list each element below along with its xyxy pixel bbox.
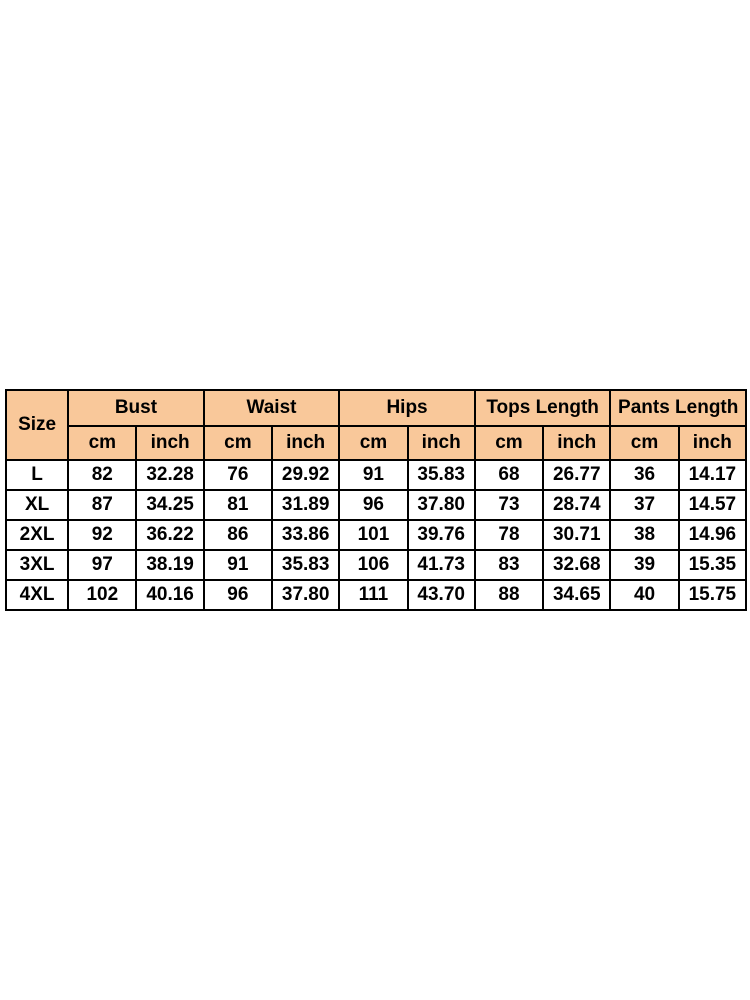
value-cell: 83	[475, 550, 543, 580]
size-cell: 4XL	[6, 580, 68, 610]
value-cell: 92	[68, 520, 136, 550]
unit-header: inch	[679, 426, 746, 460]
value-cell: 97	[68, 550, 136, 580]
value-cell: 31.89	[272, 490, 339, 520]
unit-header: inch	[543, 426, 610, 460]
unit-header: inch	[408, 426, 475, 460]
value-cell: 96	[204, 580, 272, 610]
value-cell: 111	[339, 580, 407, 610]
hips-header: Hips	[339, 390, 475, 426]
value-cell: 32.68	[543, 550, 610, 580]
value-cell: 37.80	[272, 580, 339, 610]
unit-header: inch	[136, 426, 203, 460]
value-cell: 15.75	[679, 580, 746, 610]
value-cell: 26.77	[543, 460, 610, 490]
value-cell: 68	[475, 460, 543, 490]
value-cell: 36.22	[136, 520, 203, 550]
table-row	[6, 490, 746, 520]
table-row	[6, 550, 746, 580]
unit-header: cm	[610, 426, 678, 460]
value-cell: 28.74	[543, 490, 610, 520]
tops-length-header: Tops Length	[475, 390, 611, 426]
unit-header: cm	[68, 426, 136, 460]
value-cell: 34.65	[543, 580, 610, 610]
size-cell: 2XL	[6, 520, 68, 550]
value-cell: 32.28	[136, 460, 203, 490]
value-cell: 40.16	[136, 580, 203, 610]
value-cell: 88	[475, 580, 543, 610]
value-cell: 14.96	[679, 520, 746, 550]
value-cell: 39	[610, 550, 678, 580]
value-cell: 39.76	[408, 520, 475, 550]
value-cell: 101	[339, 520, 407, 550]
value-cell: 43.70	[408, 580, 475, 610]
value-cell: 29.92	[272, 460, 339, 490]
unit-header: cm	[204, 426, 272, 460]
value-cell: 40	[610, 580, 678, 610]
size-cell: XL	[6, 490, 68, 520]
value-cell: 35.83	[272, 550, 339, 580]
value-cell: 37.80	[408, 490, 475, 520]
value-cell: 34.25	[136, 490, 203, 520]
size-column-header: Size	[6, 390, 68, 460]
bust-header: Bust	[68, 390, 204, 426]
value-cell: 36	[610, 460, 678, 490]
value-cell: 86	[204, 520, 272, 550]
value-cell: 35.83	[408, 460, 475, 490]
size-chart-table	[5, 389, 747, 611]
value-cell: 82	[68, 460, 136, 490]
value-cell: 76	[204, 460, 272, 490]
value-cell: 106	[339, 550, 407, 580]
value-cell: 81	[204, 490, 272, 520]
unit-header: cm	[475, 426, 543, 460]
value-cell: 14.57	[679, 490, 746, 520]
value-cell: 38.19	[136, 550, 203, 580]
table-row	[6, 580, 746, 610]
value-cell: 78	[475, 520, 543, 550]
value-cell: 91	[339, 460, 407, 490]
value-cell: 30.71	[543, 520, 610, 550]
value-cell: 37	[610, 490, 678, 520]
waist-header: Waist	[204, 390, 340, 426]
value-cell: 96	[339, 490, 407, 520]
value-cell: 87	[68, 490, 136, 520]
value-cell: 38	[610, 520, 678, 550]
value-cell: 91	[204, 550, 272, 580]
size-cell: 3XL	[6, 550, 68, 580]
value-cell: 15.35	[679, 550, 746, 580]
header-group-row	[6, 390, 746, 426]
value-cell: 102	[68, 580, 136, 610]
unit-header: cm	[339, 426, 407, 460]
value-cell: 14.17	[679, 460, 746, 490]
value-cell: 33.86	[272, 520, 339, 550]
size-cell: L	[6, 460, 68, 490]
header-unit-row	[6, 426, 746, 460]
table-row	[6, 520, 746, 550]
pants-length-header: Pants Length	[610, 390, 746, 426]
value-cell: 73	[475, 490, 543, 520]
unit-header: inch	[272, 426, 339, 460]
table-row	[6, 460, 746, 490]
value-cell: 41.73	[408, 550, 475, 580]
